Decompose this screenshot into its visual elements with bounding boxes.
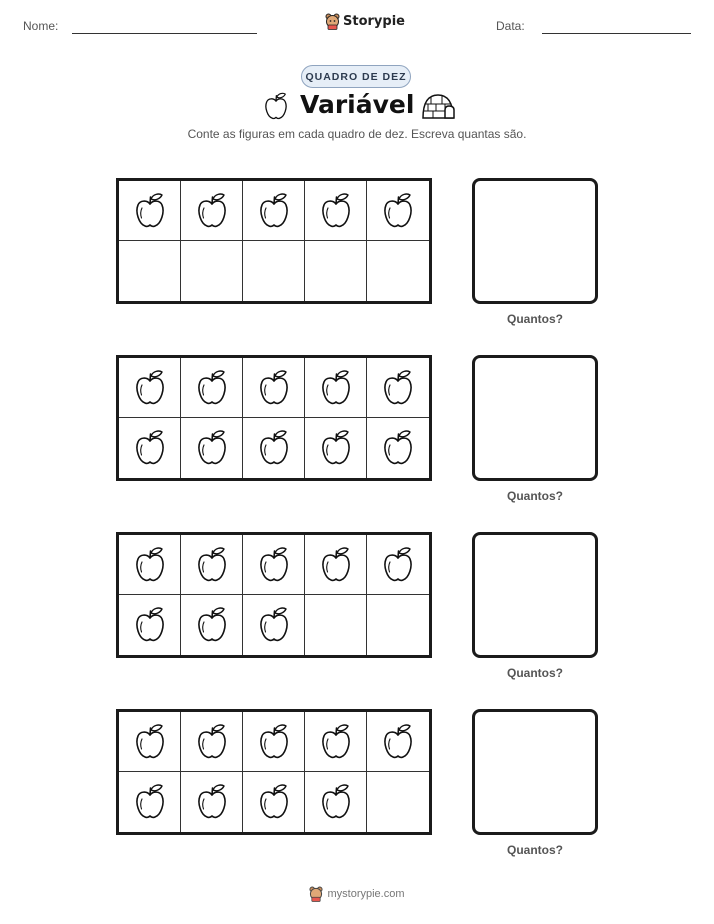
footer-url: mystorypie.com — [327, 888, 405, 900]
apple-icon — [194, 545, 230, 585]
apple-icon — [256, 722, 292, 762]
footer — [0, 886, 714, 902]
apple-icon — [380, 428, 416, 468]
ten-frame-4 — [116, 709, 432, 835]
brand-name: Storypie — [343, 14, 405, 29]
frame-cell — [367, 418, 429, 478]
apple-icon — [318, 191, 354, 231]
ten-frame-2 — [116, 355, 432, 481]
answer-box-2[interactable] — [472, 355, 598, 481]
bear-logo-icon — [309, 886, 323, 902]
apple-icon — [318, 428, 354, 468]
frame-cell — [305, 595, 367, 655]
apple-icon — [318, 782, 354, 822]
category-badge: QUADRO DE DEZ — [301, 65, 411, 88]
frame-cell — [181, 772, 243, 832]
frame-cell — [367, 595, 429, 655]
apple-icon — [256, 782, 292, 822]
apple-icon — [256, 545, 292, 585]
apple-icon — [194, 191, 230, 231]
frame-cell — [305, 772, 367, 832]
answer-label-4: Quantos? — [507, 843, 563, 857]
frame-cell — [181, 241, 243, 301]
apple-icon — [132, 428, 168, 468]
apple-icon — [256, 368, 292, 408]
apple-icon — [132, 605, 168, 645]
date-label: Data: — [496, 19, 525, 33]
frame-cell — [305, 358, 367, 418]
frame-cell — [181, 712, 243, 772]
frame-cell — [305, 712, 367, 772]
apple-icon — [194, 782, 230, 822]
frame-cell — [367, 712, 429, 772]
frame-cell — [119, 241, 181, 301]
answer-label-3: Quantos? — [507, 666, 563, 680]
apple-icon — [194, 428, 230, 468]
frame-cell — [119, 181, 181, 241]
apple-icon — [132, 545, 168, 585]
frame-cell — [181, 181, 243, 241]
date-line[interactable] — [542, 33, 691, 34]
answer-box-1[interactable] — [472, 178, 598, 304]
apple-icon — [256, 605, 292, 645]
frame-cell — [367, 772, 429, 832]
frame-cell — [119, 418, 181, 478]
ten-frame-3 — [116, 532, 432, 658]
apple-icon — [132, 191, 168, 231]
frame-cell — [243, 595, 305, 655]
apple-icon — [194, 605, 230, 645]
frame-cell — [243, 358, 305, 418]
frame-cell — [243, 535, 305, 595]
frame-cell — [119, 358, 181, 418]
apple-icon — [256, 428, 292, 468]
name-line[interactable] — [72, 33, 257, 34]
frame-cell — [305, 535, 367, 595]
apple-icon — [256, 191, 292, 231]
storypie-logo — [325, 13, 405, 30]
apple-icon — [194, 368, 230, 408]
instructions: Conte as figuras em cada quadro de dez. Escreva quantas são. — [187, 127, 527, 141]
frame-cell — [367, 358, 429, 418]
frame-cell — [119, 772, 181, 832]
apple-icon — [132, 368, 168, 408]
frame-cell — [243, 418, 305, 478]
name-label: Nome: — [23, 19, 59, 33]
frame-cell — [367, 181, 429, 241]
frame-cell — [367, 535, 429, 595]
frame-cell — [305, 241, 367, 301]
answer-box-4[interactable] — [472, 709, 598, 835]
frame-cell — [243, 772, 305, 832]
frame-cell — [305, 418, 367, 478]
answer-label-2: Quantos? — [507, 489, 563, 503]
apple-icon — [318, 545, 354, 585]
frame-cell — [181, 418, 243, 478]
apple-icon — [380, 368, 416, 408]
apple-icon — [132, 722, 168, 762]
frame-cell — [367, 241, 429, 301]
apple-icon — [318, 722, 354, 762]
apple-icon — [318, 368, 354, 408]
igloo-icon — [421, 92, 455, 120]
frame-cell — [181, 358, 243, 418]
frame-cell — [181, 535, 243, 595]
ten-frame-1 — [116, 178, 432, 304]
frame-cell — [305, 181, 367, 241]
apple-icon — [380, 722, 416, 762]
frame-cell — [119, 712, 181, 772]
frame-cell — [181, 595, 243, 655]
answer-label-1: Quantos? — [507, 312, 563, 326]
page-title: Variável — [300, 90, 415, 119]
apple-icon — [380, 545, 416, 585]
apple-icon — [194, 722, 230, 762]
bear-logo-icon — [325, 13, 340, 30]
apple-icon — [132, 782, 168, 822]
frame-cell — [243, 181, 305, 241]
frame-cell — [243, 712, 305, 772]
frame-cell — [243, 241, 305, 301]
frame-cell — [119, 595, 181, 655]
frame-cell — [119, 535, 181, 595]
apple-icon — [380, 191, 416, 231]
answer-box-3[interactable] — [472, 532, 598, 658]
apple-icon — [262, 91, 290, 122]
